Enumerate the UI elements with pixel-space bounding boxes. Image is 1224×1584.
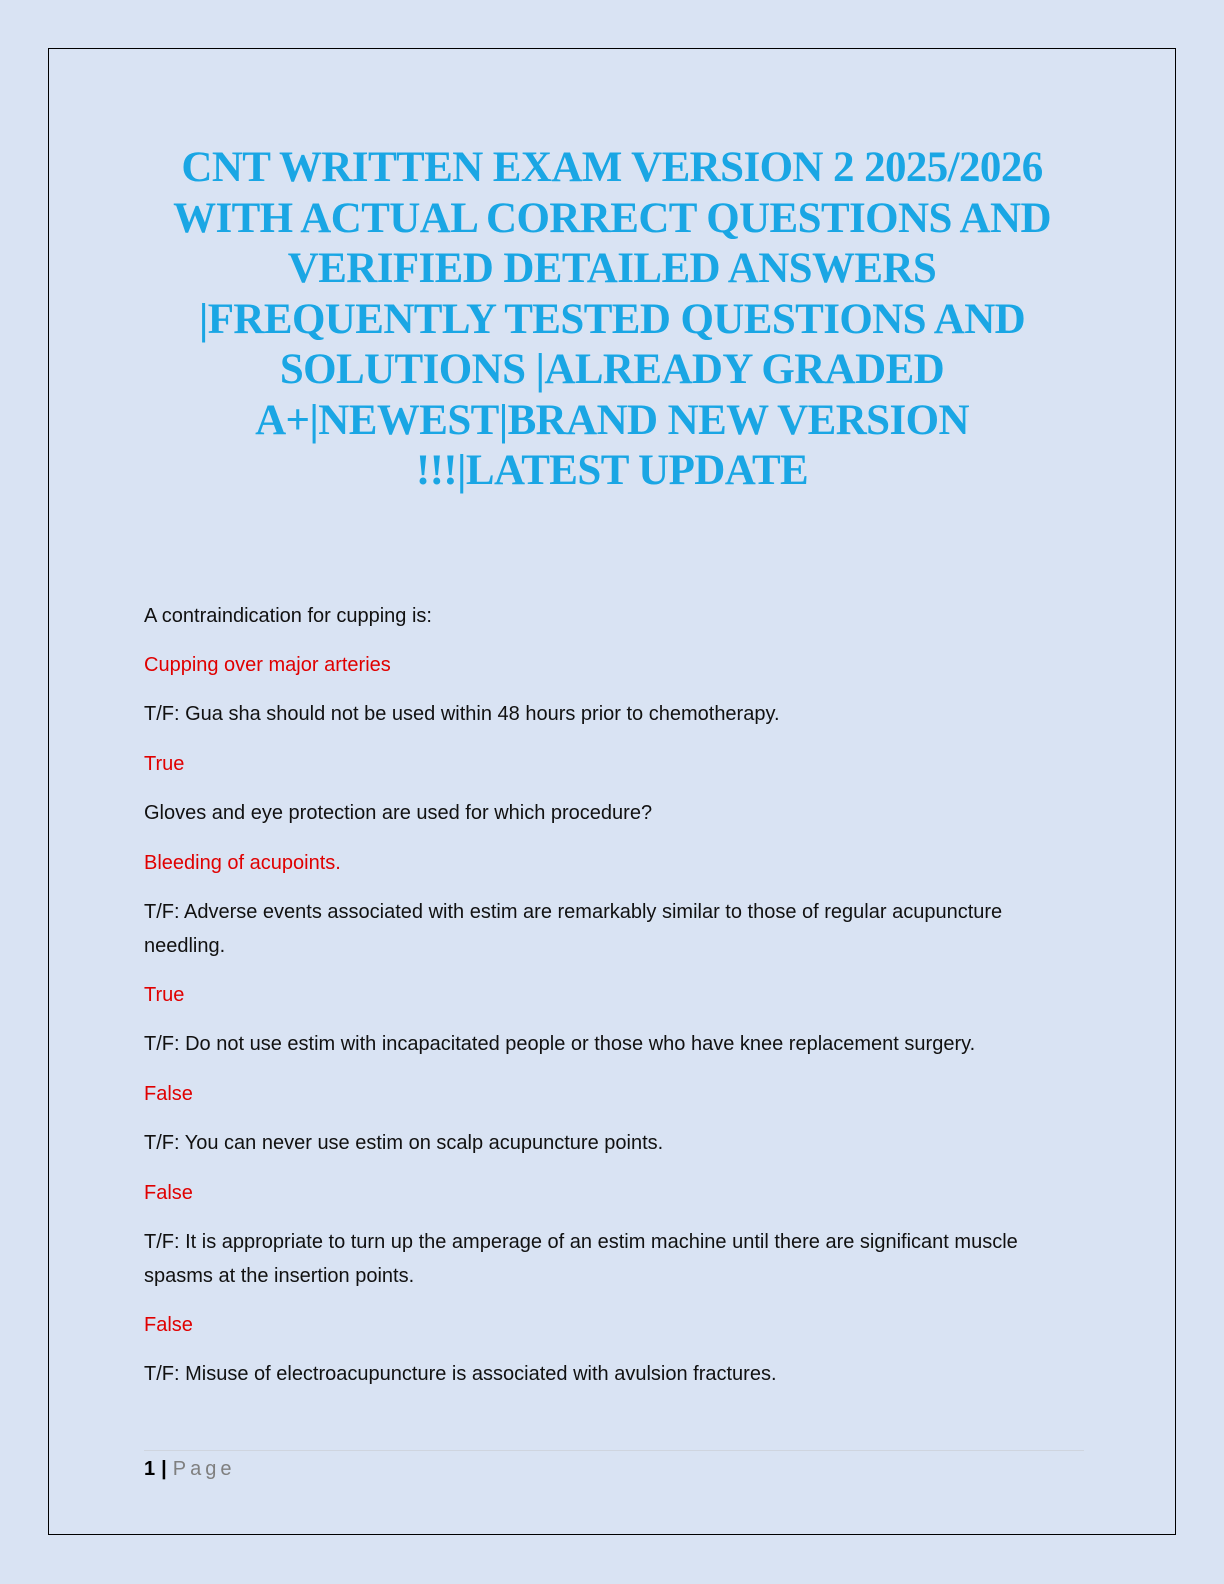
page-number: 1 (144, 1458, 156, 1480)
title-line: WITH ACTUAL CORRECT QUESTIONS AND (173, 194, 1051, 242)
page-label: Page (172, 1458, 236, 1480)
answer-text: Cupping over major arteries (144, 654, 391, 676)
title-line: !!!|LATEST UPDATE (415, 447, 809, 494)
answer-text: Bleeding of acupoints. (144, 852, 341, 874)
question-text: Gloves and eye protection are used for which procedure? (144, 802, 653, 824)
question-text: T/F: Gua sha should not be used within 48 hours prior to chemotherapy. (144, 703, 780, 725)
title-line: A+|NEWEST|BRAND NEW VERSION (255, 396, 969, 444)
answer-text: True (144, 984, 185, 1006)
answer-text: False (144, 1083, 193, 1105)
answer-text: False (144, 1314, 193, 1336)
footer-divider (144, 1450, 1084, 1451)
title-line: VERIFIED DETAILED ANSWERS (287, 245, 937, 292)
question-text: T/F: You can never use estim on scalp acupuncture points. (144, 1132, 664, 1154)
footer-separator: | (161, 1458, 167, 1480)
title-line: CNT WRITTEN EXAM VERSION 2 2025/2026 (181, 144, 1043, 191)
question-text: T/F: Adverse events associated with estim are remarkably similar to those of regular acupuncture needling. (144, 901, 1003, 957)
question-text: T/F: It is appropriate to turn up the amperage of an estim machine until there are significant muscle spasms at the insertion points. (144, 1231, 1018, 1287)
title-line: |FREQUENTLY TESTED QUESTIONS AND (198, 295, 1026, 343)
answer-text: False (144, 1182, 193, 1204)
page-footer (144, 1455, 235, 1483)
question-text: T/F: Misuse of electroacupuncture is associated with avulsion fractures. (144, 1363, 777, 1385)
question-text: T/F: Do not use estim with incapacitated people or those who have knee replacement surgery. (144, 1033, 976, 1055)
title-line: SOLUTIONS |ALREADY GRADED (279, 346, 945, 393)
document-title (150, 143, 1074, 497)
question-text: A contraindication for cupping is: (144, 605, 432, 627)
answer-text: True (144, 753, 185, 775)
